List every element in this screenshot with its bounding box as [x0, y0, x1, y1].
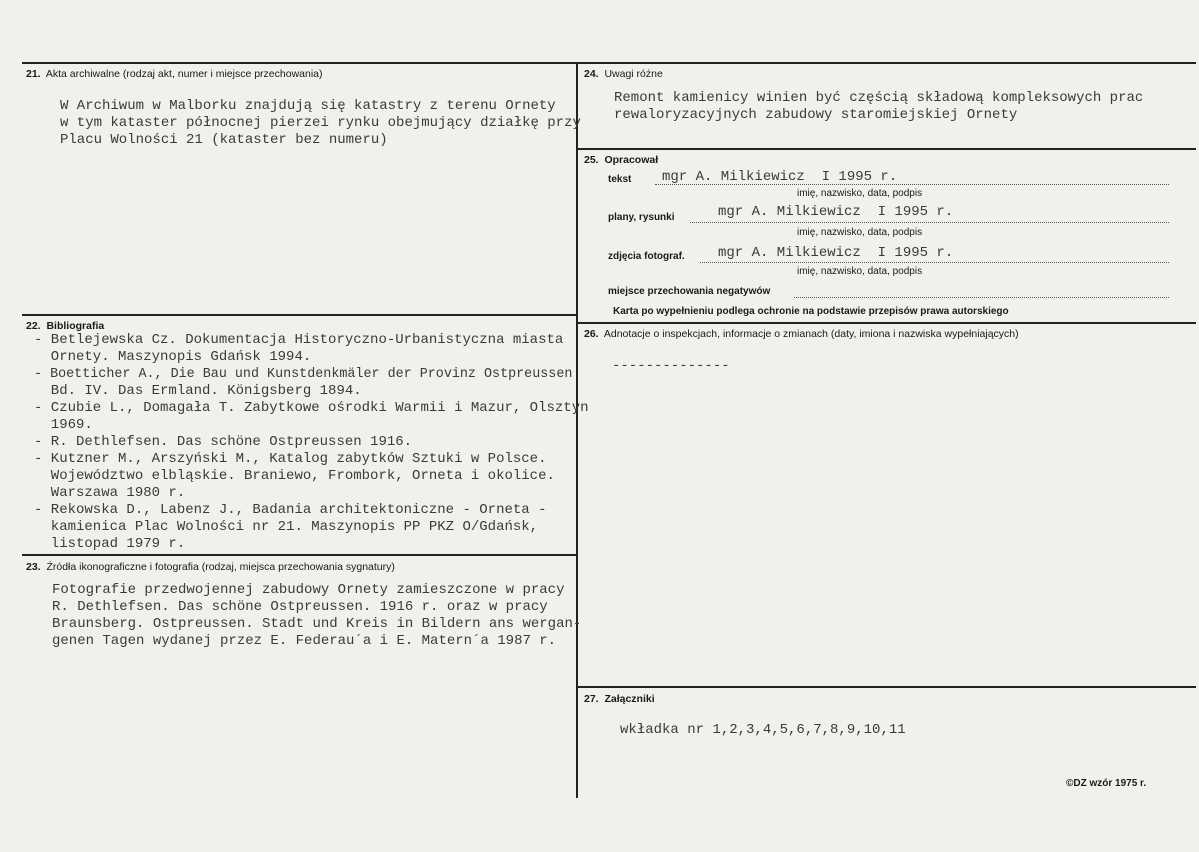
section-23-number: 23.: [26, 561, 41, 573]
attachments-text: wkładka nr 1,2,3,4,5,6,7,8,9,10,11: [620, 722, 906, 738]
section-25-title: Opracował: [604, 154, 659, 166]
section-26-heading: [584, 328, 1019, 340]
author-row-text-label: tekst: [608, 174, 632, 185]
divider-26-27: [578, 686, 1196, 688]
section-21-line-2: w tym kataster północnej pierzei rynku obejmujący działkę przy: [60, 115, 581, 131]
bibliography-line-2: Ornety. Maszynopis Gdańsk 1994.: [34, 349, 312, 365]
divider-25-26: [578, 322, 1196, 324]
author-row-plans-value: mgr A. Milkiewicz I 1995 r.: [718, 204, 954, 220]
section-26-text: --------------: [612, 358, 730, 374]
author-row-text-dotted-line: [655, 184, 1169, 185]
form-footer: ©DZ wzór 1975 r.: [1066, 778, 1147, 789]
bibliography-line-10: Warszawa 1980 r.: [34, 485, 186, 501]
section-26-subtitle: (daty, imiona i nazwiska wypełniających): [830, 328, 1019, 340]
author-row-plans-label: plany, rysunki: [608, 212, 675, 223]
bibliography-line-4: Bd. IV. Das Ermland. Königsberg 1894.: [34, 383, 362, 399]
section-24-title: Uwagi różne: [604, 68, 663, 80]
section-23-line-3: Braunsberg. Ostpreussen. Stadt und Kreis in Bildern ans wergan-: [52, 616, 582, 632]
section-25-number: 25.: [584, 154, 599, 166]
section-24-line-2: rewaloryzacyjnych zabudowy staromiejskiej Ornety: [614, 107, 1018, 123]
section-23-line-4: genen Tagen wydanej przez E. Federau´a i E. Matern´a 1987 r.: [52, 633, 557, 649]
author-row-photos-dotted-line: [700, 262, 1169, 263]
bibliography-line-3: - Boetticher A., Die Bau und Kunstdenkmäler der Provinz Ostpreussen: [34, 367, 573, 382]
author-row-plans-caption: imię, nazwisko, data, podpis: [797, 227, 923, 238]
section-21-line-3: Placu Wolności 21 (kataster bez numeru): [60, 132, 388, 148]
bibliography-line-9: Województwo elbląskie. Braniewo, Frombork, Orneta i okolice.: [34, 468, 555, 484]
bibliography-line-5: - Czubie L., Domagała T. Zabytkowe ośrodki Warmii i Mazur, Olsztyn: [34, 400, 589, 416]
section-23-heading: [26, 561, 395, 573]
top-rule: [22, 62, 1196, 64]
bibliography-line-11: - Rekowska D., Labenz J., Badania architektoniczne - Orneta -: [34, 502, 547, 518]
negative-storage-dotted-line: [794, 297, 1169, 298]
section-27-number: 27.: [584, 693, 599, 705]
bibliography-line-13: listopad 1979 r.: [34, 536, 186, 552]
author-row-photos-caption: imię, nazwisko, data, podpis: [797, 266, 923, 277]
section-21-heading: [26, 68, 323, 80]
section-21-line-1: W Archiwum w Malborku znajdują się katastry z terenu Ornety: [60, 98, 556, 114]
divider-24-25: [578, 148, 1196, 150]
bibliography-line-1: - Betlejewska Cz. Dokumentacja Historyczno-Urbanistyczna miasta: [34, 332, 564, 348]
section-27-title: Załączniki: [604, 693, 655, 705]
section-23-subtitle: (rodzaj, miejsca przechowania sygnatury): [201, 561, 395, 573]
divider-22-23: [22, 554, 578, 556]
negative-storage-label: miejsce przechowania negatywów: [608, 286, 771, 297]
section-21-title: Akta archiwalne: [45, 68, 120, 80]
section-24-heading: [584, 68, 663, 80]
section-22-heading: [26, 320, 104, 332]
section-23-line-1: Fotografie przedwojennej zabudowy Ornety zamieszczone w pracy: [52, 582, 565, 598]
divider-21-22: [22, 314, 578, 316]
section-24-line-1: Remont kamienicy winien być częścią składową kompleksowych prac: [614, 90, 1144, 106]
section-23-line-2: R. Dethlefsen. Das schöne Ostpreussen. 1916 r. oraz w pracy: [52, 599, 548, 615]
section-25-heading: [584, 154, 658, 166]
section-24-number: 24.: [584, 68, 599, 80]
author-row-photos-value: mgr A. Milkiewicz I 1995 r.: [718, 245, 954, 261]
copyright-notice: Karta po wypełnieniu podlega ochronie na podstawie przepisów prawa autorskiego: [613, 306, 1009, 317]
author-row-photos-label: zdjęcia fotograf.: [608, 251, 685, 262]
bibliography-line-7: - R. Dethlefsen. Das schöne Ostpreussen 1916.: [34, 434, 413, 450]
section-22-number: 22.: [26, 320, 41, 332]
section-21-subtitle: (rodzaj akt, numer i miejsce przechowania): [122, 68, 323, 80]
section-22-title: Bibliografia: [46, 320, 105, 332]
section-27-heading: [584, 693, 655, 705]
section-26-number: 26.: [584, 328, 599, 340]
section-21-number: 21.: [26, 68, 41, 80]
author-row-text-caption: imię, nazwisko, data, podpis: [797, 188, 923, 199]
author-row-text-value: mgr A. Milkiewicz I 1995 r.: [662, 169, 898, 185]
bibliography-line-6: 1969.: [34, 417, 93, 433]
bibliography-line-8: - Kutzner M., Arszyński M., Katalog zabytków Sztuki w Polsce.: [34, 451, 547, 467]
bibliography-line-12: kamienica Plac Wolności nr 21. Maszynopis PP PKZ O/Gdańsk,: [34, 519, 539, 535]
section-23-title: Źródła ikonograficzne i fotografia: [46, 561, 199, 573]
author-row-plans-dotted-line: [690, 222, 1169, 223]
section-26-title: Adnotacje o inspekcjach, informacje o zmianach: [603, 328, 828, 340]
